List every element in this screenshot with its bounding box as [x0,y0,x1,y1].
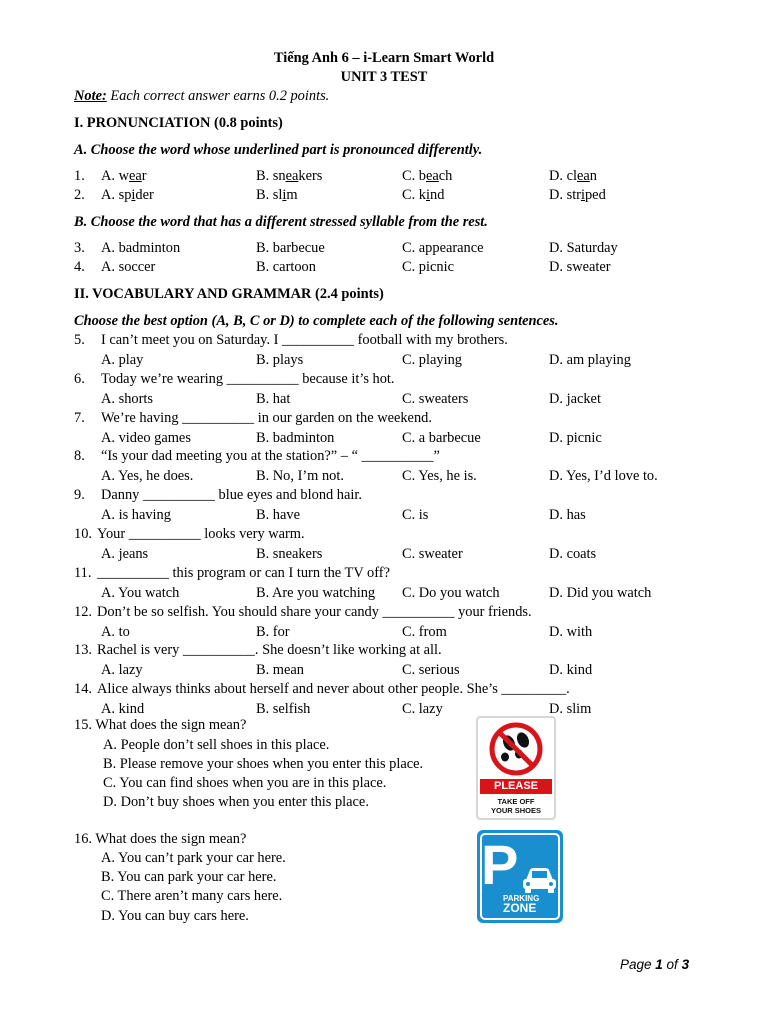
option-b: B. sneakers [256,168,323,184]
question-number: 12. [74,604,92,620]
page-number: Page 1 of 3 [620,957,690,972]
question-text: 15. What does the sign mean? [74,717,247,733]
question-text: __________ this program or can I turn the TV off? [97,565,390,581]
sign-please-banner: PLEASE [493,780,538,792]
option-a: A. shorts [101,391,153,407]
option-d: D. am playing [549,352,631,368]
option-c: C. picnic [402,259,454,275]
document-subtitle: UNIT 3 TEST [340,69,428,85]
question-number: 10. [74,526,92,542]
question-number: 4. [74,259,85,275]
option-c: C. serious [402,662,460,678]
option-c: C. sweaters [402,391,469,407]
option-d: D. Saturday [549,240,618,256]
option-b: B. hat [256,391,291,407]
question-text: Today we’re wearing __________ because it’s hot. [101,371,395,387]
option-d: D. Yes, I’d love to. [549,468,658,484]
option-c: C. from [402,624,447,640]
sign-caption-line2: YOUR SHOES [490,806,541,815]
sign-caption-line1: PARKING [503,894,540,903]
option-a: A. People don’t sell shoes in this place. [103,737,330,753]
question-text: 16. What does the sign mean? [74,831,247,847]
option-d: D. slim [549,701,592,717]
option-b: B. You can park your car here. [101,869,277,885]
option-b: B. mean [256,662,304,678]
question-text: We’re having __________ in our garden on the weekend. [101,410,432,426]
option-c: C. sweater [402,546,463,562]
question-number: 9. [74,487,85,503]
question-number: 7. [74,410,85,426]
option-d: D. kind [549,662,593,678]
section-pronunciation-heading: I. PRONUNCIATION (0.8 points) [74,115,283,131]
question-text: Alice always thinks about herself and never about other people. She’s _________. [97,681,570,697]
option-a: A. badminton [101,240,181,256]
question-text: Your __________ looks very warm. [97,526,305,542]
question-number: 6. [74,371,85,387]
option-a: A. play [101,352,144,368]
option-d: D. You can buy cars here. [101,908,249,924]
question-number: 13. [74,642,92,658]
option-c: C. beach [402,168,453,184]
option-d: D. Don’t buy shoes when you enter this place. [103,794,369,810]
question-text: Don’t be so selfish. You should share your candy __________ your friends. [97,604,532,620]
option-b: B. Please remove your shoes when you enter this place. [103,756,424,772]
section-vocabulary-instruction: Choose the best option (A, B, C or D) to complete each of the following sentences. [74,313,559,329]
option-c: C. appearance [402,240,484,256]
option-a: A. Yes, he does. [101,468,194,484]
parking-zone-sign [477,830,563,923]
note-label: Note: [74,88,107,104]
option-a: A. lazy [101,662,143,678]
question-text: I can’t meet you on Saturday. I __________ football with my brothers. [101,332,508,348]
option-b: B. cartoon [256,259,316,275]
option-c: C. is [402,507,429,523]
note [74,88,329,105]
option-c: C. kind [402,187,445,203]
option-b: B. slim [256,187,298,203]
question-number: 11. [74,565,92,581]
option-c: C. a barbecue [402,430,481,446]
parking-p-letter: P [481,833,519,896]
question-text: Rachel is very __________. She doesn’t like working at all. [97,642,442,658]
option-c: C. Do you watch [402,585,500,601]
option-a: A. is having [101,507,171,523]
option-a: A. to [101,624,130,640]
part-b-instruction: B. Choose the word that has a different stressed syllable from the rest. [74,214,488,230]
question-number: 2. [74,187,85,203]
sign-caption-line1: TAKE OFF [497,797,535,806]
option-d: D. jacket [549,391,601,407]
option-c: C. You can find shoes when you are in this place. [103,775,387,791]
option-c: C. Yes, he is. [402,468,477,484]
question-text: “Is your dad meeting you at the station?” – “ __________” [101,448,440,464]
option-b: B. plays [256,352,304,368]
option-c: C. lazy [402,701,443,717]
option-a: A. kind [101,701,145,717]
option-b: B. sneakers [256,546,323,562]
note-text: Each correct answer earns 0.2 points. [106,88,330,104]
option-d: D. coats [549,546,597,562]
option-b: B. No, I’m not. [256,468,344,484]
option-d: D. has [549,507,586,523]
option-b: B. Are you watching [256,585,376,601]
document-title: Tiếng Anh 6 – i-Learn Smart World [273,50,495,66]
option-a: A. wear [101,168,147,184]
option-b: B. for [256,624,290,640]
option-b: B. badminton [256,430,335,446]
option-d: D. picnic [549,430,602,446]
option-a: A. You watch [101,585,180,601]
option-a: A. jeans [101,546,149,562]
option-b: B. barbecue [256,240,325,256]
option-a: A. soccer [101,259,156,275]
sign-caption-line2: ZONE [503,901,537,915]
option-c: C. There aren’t many cars here. [101,888,283,904]
option-b: B. selfish [256,701,311,717]
option-b: B. have [256,507,300,523]
question-number: 3. [74,240,85,256]
section-vocabulary-heading: II. VOCABULARY AND GRAMMAR (2.4 points) [74,286,384,302]
option-d: D. Did you watch [549,585,652,601]
option-a: A. spider [101,187,154,203]
option-c: C. playing [402,352,462,368]
option-a: A. video games [101,430,191,446]
option-d: D. sweater [549,259,611,275]
option-d: D. striped [549,187,606,203]
question-number: 5. [74,332,85,348]
part-a-instruction: A. Choose the word whose underlined part is pronounced differently. [74,142,483,158]
question-text: Danny __________ blue eyes and blond hair. [101,487,362,503]
question-number: 8. [74,448,85,464]
question-number: 1. [74,168,85,184]
option-a: A. You can’t park your car here. [101,850,286,866]
option-d: D. clean [549,168,597,184]
take-off-shoes-sign [476,716,556,820]
question-number: 14. [74,681,92,697]
option-d: D. with [549,624,593,640]
